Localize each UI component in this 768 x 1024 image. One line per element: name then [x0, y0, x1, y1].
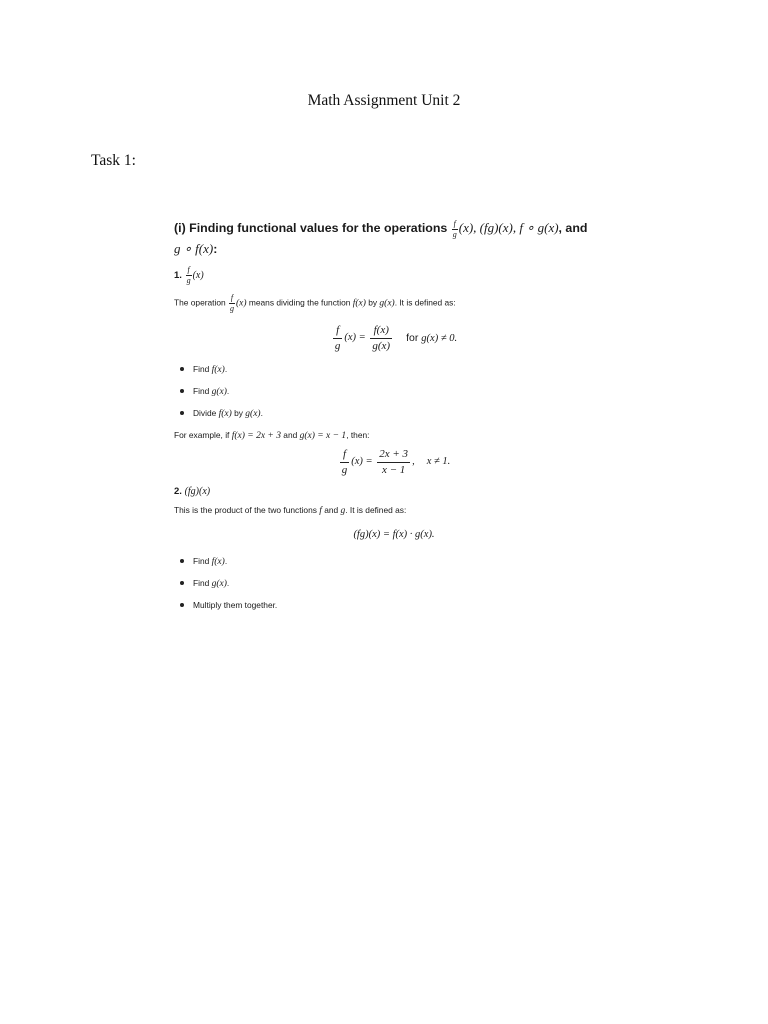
intro-text: . It is defined as: — [394, 297, 456, 308]
intro-text: The operation — [174, 297, 229, 308]
step-text: Find — [193, 363, 212, 374]
formula-lhs-tail: (x) = — [351, 456, 373, 468]
example-text: For example, if — [174, 429, 232, 440]
fraction-denominator: g — [186, 275, 191, 285]
example-formula — [174, 449, 614, 476]
quotient-definition-formula — [174, 325, 614, 352]
section-1-number: 1. — [174, 269, 185, 281]
product-formula: (fg)(x) = f(x) · g(x). — [353, 528, 435, 540]
list-item — [174, 576, 614, 598]
intro-expr: f — [319, 505, 322, 516]
step-text: Find — [193, 385, 212, 396]
list-item — [174, 384, 614, 406]
intro-text: by — [365, 297, 380, 308]
document-title: Math Assignment Unit 2 — [307, 92, 461, 109]
intro-text: means dividing the function — [246, 297, 353, 308]
intro-text: and — [321, 504, 341, 515]
section-1-expr: (x) — [192, 269, 204, 281]
section-2-expr: (fg)(x) — [184, 485, 211, 497]
step-text: Find — [193, 555, 212, 566]
formula-numerator: f(x) — [373, 323, 389, 336]
heading-composition-expr: g ∘ f(x) — [174, 240, 214, 256]
embedded-math-image — [174, 218, 614, 620]
intro-expr: f(x) — [352, 298, 366, 309]
section-1-intro — [174, 294, 614, 313]
step-end: . — [224, 363, 228, 374]
fraction-numerator: f — [187, 264, 190, 274]
step-end: . — [226, 577, 230, 588]
heading-colon: : — [213, 241, 218, 256]
fraction-denominator: g — [452, 229, 457, 239]
heading-prefix: (i) Finding functional values for the operations — [174, 221, 451, 235]
intro-text: . It is defined as: — [345, 504, 407, 515]
example-f-expr: f(x) = 2x + 3 — [231, 430, 281, 441]
formula-denominator: g(x) — [372, 339, 391, 352]
intro-expr: g — [340, 505, 346, 516]
step-end: . — [260, 407, 263, 418]
step-expr: f(x) — [211, 556, 225, 567]
formula-condition: g(x) ≠ 0. — [421, 332, 458, 344]
quotient-symbol — [228, 292, 236, 313]
example-g-expr: g(x) = x − 1 — [299, 430, 347, 441]
section-1-steps — [174, 362, 614, 428]
section-2-heading — [174, 486, 614, 497]
step-text: Divide — [193, 407, 219, 418]
section-2-steps — [174, 554, 614, 620]
fraction-numerator: f — [230, 292, 234, 302]
intro-expr: (x) — [236, 298, 247, 309]
example-text: and — [280, 429, 300, 440]
quotient-symbol — [451, 218, 459, 239]
step-expr: g(x) — [245, 408, 261, 419]
step-expr: g(x) — [211, 386, 227, 397]
list-item — [174, 362, 614, 384]
step-text: Multiply them together. — [193, 599, 278, 610]
fraction-denominator: g — [341, 463, 348, 476]
step-text: Find — [193, 577, 212, 588]
list-item — [174, 554, 614, 576]
heading-ops-expr: (x), (fg)(x), f ∘ g(x) — [458, 220, 559, 235]
task-label: Task 1: — [91, 152, 136, 169]
step-text: by — [231, 407, 246, 418]
fraction-denominator: g — [334, 339, 341, 352]
formula-denominator: x − 1 — [377, 462, 410, 476]
intro-expr: g(x) — [379, 298, 395, 309]
step-expr: f(x) — [218, 408, 232, 419]
formula-condition: x ≠ 1. — [426, 456, 451, 468]
fraction-numerator: f — [336, 323, 340, 336]
heading-and: , and — [558, 221, 588, 235]
formula-lhs-tail: (x) = — [344, 332, 366, 344]
formula-comma: , — [412, 456, 415, 468]
operations-heading-line2 — [174, 239, 614, 259]
fraction-denominator: g — [230, 303, 235, 313]
formula-numerator: 2x + 3 — [379, 447, 409, 460]
fraction-numerator: f — [453, 218, 456, 228]
list-item — [174, 406, 614, 428]
operations-heading — [174, 218, 614, 239]
list-item — [174, 598, 614, 620]
quotient-symbol — [185, 264, 193, 285]
section-1-heading — [174, 266, 614, 285]
step-end: . — [224, 555, 228, 566]
product-definition-formula — [174, 528, 614, 540]
formula-condition-word: for — [406, 331, 419, 344]
step-expr: g(x) — [211, 578, 227, 589]
step-expr: f(x) — [211, 364, 225, 375]
intro-text: This is the product of the two functions — [174, 504, 320, 515]
example-sentence — [174, 430, 614, 441]
fraction-numerator: f — [342, 447, 347, 460]
example-text: , then: — [346, 429, 370, 440]
step-end: . — [226, 385, 230, 396]
section-2-intro — [174, 505, 614, 516]
section-2-number: 2. — [174, 485, 185, 497]
